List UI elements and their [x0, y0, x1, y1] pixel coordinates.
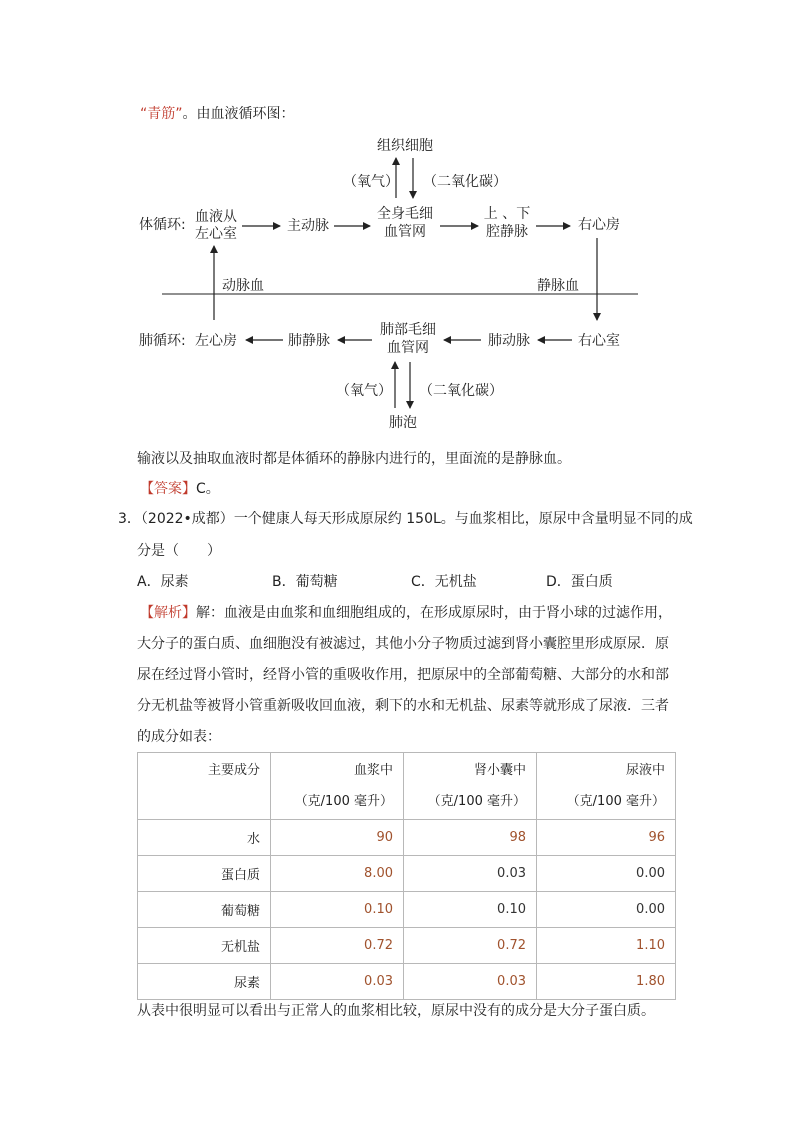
header-component-text: 主要成分 — [207, 763, 260, 778]
header-capsule-line2: （克/100 毫升） — [427, 794, 526, 809]
alveoli-label: 肺泡 — [389, 415, 417, 431]
cell-value: 1.10 — [537, 928, 676, 964]
pulmonary-artery-label: 肺动脉 — [488, 333, 530, 349]
row-label: 蛋白质 — [138, 856, 271, 892]
pulmonary-circulation-label: 肺循环: — [139, 333, 186, 349]
table-row — [138, 856, 676, 892]
cell-value: 0.03 — [271, 964, 404, 1000]
header-urine-line2: （克/100 毫升） — [566, 794, 665, 809]
cell-value: 0.10 — [404, 892, 537, 928]
table-row — [138, 820, 676, 856]
systemic-circulation-label: 体循环: — [139, 217, 186, 233]
composition-table — [137, 752, 676, 1000]
option-d[interactable]: D．蛋白质 — [546, 574, 613, 590]
intro-rest: 。由血液循环图： — [182, 106, 295, 122]
body-capillaries-line1: 全身毛细 — [377, 206, 433, 222]
option-b[interactable]: B．葡萄糖 — [272, 574, 338, 590]
row-label: 无机盐 — [138, 928, 271, 964]
cell-value: 0.00 — [537, 892, 676, 928]
header-plasma — [271, 753, 404, 820]
cell-value: 98 — [404, 820, 537, 856]
arterial-blood-label: 动脉血 — [222, 278, 264, 294]
cell-value: 0.03 — [404, 964, 537, 1000]
answer-value: C。 — [196, 481, 220, 497]
left-ventricle-line1: 血液从 — [195, 209, 237, 225]
oxygen-label-bottom: （氧气） — [336, 383, 392, 399]
tissue-cells-label: 组织细胞 — [377, 138, 433, 154]
header-component — [138, 753, 271, 820]
vena-cava-line1: 上 、下 — [483, 206, 531, 222]
co2-label-top: （二氧化碳） — [423, 174, 507, 190]
row-label: 水 — [138, 820, 271, 856]
vena-cava-line2: 腔静脉 — [486, 224, 528, 240]
header-plasma-line2: （克/100 毫升） — [294, 794, 393, 809]
header-urine — [537, 753, 676, 820]
header-renal-capsule — [404, 753, 537, 820]
aorta-label: 主动脉 — [287, 218, 329, 234]
blood-circulation-diagram — [0, 0, 794, 440]
option-c[interactable]: C．无机盐 — [411, 574, 477, 590]
header-urine-line1: 尿液中 — [625, 763, 665, 778]
option-a[interactable]: A．尿素 — [137, 574, 189, 590]
cell-value: 0.72 — [404, 928, 537, 964]
table-header-row — [138, 753, 676, 820]
note-infusion: 输液以及抽取血液时都是体循环的静脉内进行的，里面流的是静脉血。 — [137, 451, 571, 467]
venous-blood-label: 静脉血 — [537, 278, 579, 294]
analysis-text-3: 尿在经过肾小管时，经肾小管的重吸收作用，把原尿中的全部葡萄糖、大部分的水和部 — [137, 667, 669, 683]
row-label: 葡萄糖 — [138, 892, 271, 928]
analysis-label: 【解析】 — [140, 605, 196, 621]
question-3-line1 — [118, 508, 693, 528]
lung-capillaries-line1: 肺部毛细 — [380, 322, 436, 338]
question-stem-line1: 一个健康人每天形成原尿约 150L。与血浆相比，原尿中含量明显不同的成 — [233, 511, 693, 527]
cell-value: 90 — [271, 820, 404, 856]
body-capillaries-line2: 血管网 — [384, 224, 426, 240]
right-atrium-label: 右心房 — [578, 217, 620, 233]
cell-value: 0.03 — [404, 856, 537, 892]
cell-value: 0.10 — [271, 892, 404, 928]
question-source: （2022•成都） — [140, 511, 234, 527]
oxygen-label-top: （氧气） — [343, 174, 399, 190]
analysis-text-4: 分无机盐等被肾小管重新吸收回血液，剩下的水和无机盐、尿素等就形成了尿液．三者 — [137, 698, 669, 714]
table-row — [138, 964, 676, 1000]
cell-value: 0.72 — [271, 928, 404, 964]
header-capsule-line1: 肾小囊中 — [473, 763, 526, 778]
right-ventricle-label: 右心室 — [578, 333, 620, 349]
pulmonary-vein-label: 肺静脉 — [288, 333, 330, 349]
table-row — [138, 928, 676, 964]
intro-quote: “青筋” — [140, 106, 183, 122]
cell-value: 0.00 — [537, 856, 676, 892]
analysis-text-2: 大分子的蛋白质、血细胞没有被滤过，其他小分子物质过滤到肾小囊腔里形成原尿．原 — [137, 636, 669, 652]
answer-line — [140, 478, 220, 498]
lung-capillaries-line2: 血管网 — [387, 340, 429, 356]
analysis-text-5: 的成分如表： — [137, 729, 221, 745]
analysis-text-1: 解：血液是由血浆和血细胞组成的，在形成原尿时，由于肾小球的过滤作用， — [196, 605, 672, 621]
conclusion-line: 从表中很明显可以看出与正常人的血浆相比较，原尿中没有的成分是大分子蛋白质。 — [137, 1003, 655, 1019]
row-label: 尿素 — [138, 964, 271, 1000]
analysis-line1 — [140, 602, 672, 622]
answer-label: 【答案】 — [140, 481, 196, 497]
cell-value: 96 — [537, 820, 676, 856]
cell-value: 1.80 — [537, 964, 676, 1000]
left-ventricle-line2: 左心室 — [195, 226, 237, 242]
cell-value: 8.00 — [271, 856, 404, 892]
table-row — [138, 892, 676, 928]
header-plasma-line1: 血浆中 — [353, 763, 393, 778]
question-stem-line2: 分是（ ） — [137, 543, 221, 559]
question-number: 3． — [118, 511, 141, 527]
co2-label-bottom: （二氧化碳） — [419, 383, 503, 399]
left-atrium-label: 左心房 — [195, 333, 237, 349]
